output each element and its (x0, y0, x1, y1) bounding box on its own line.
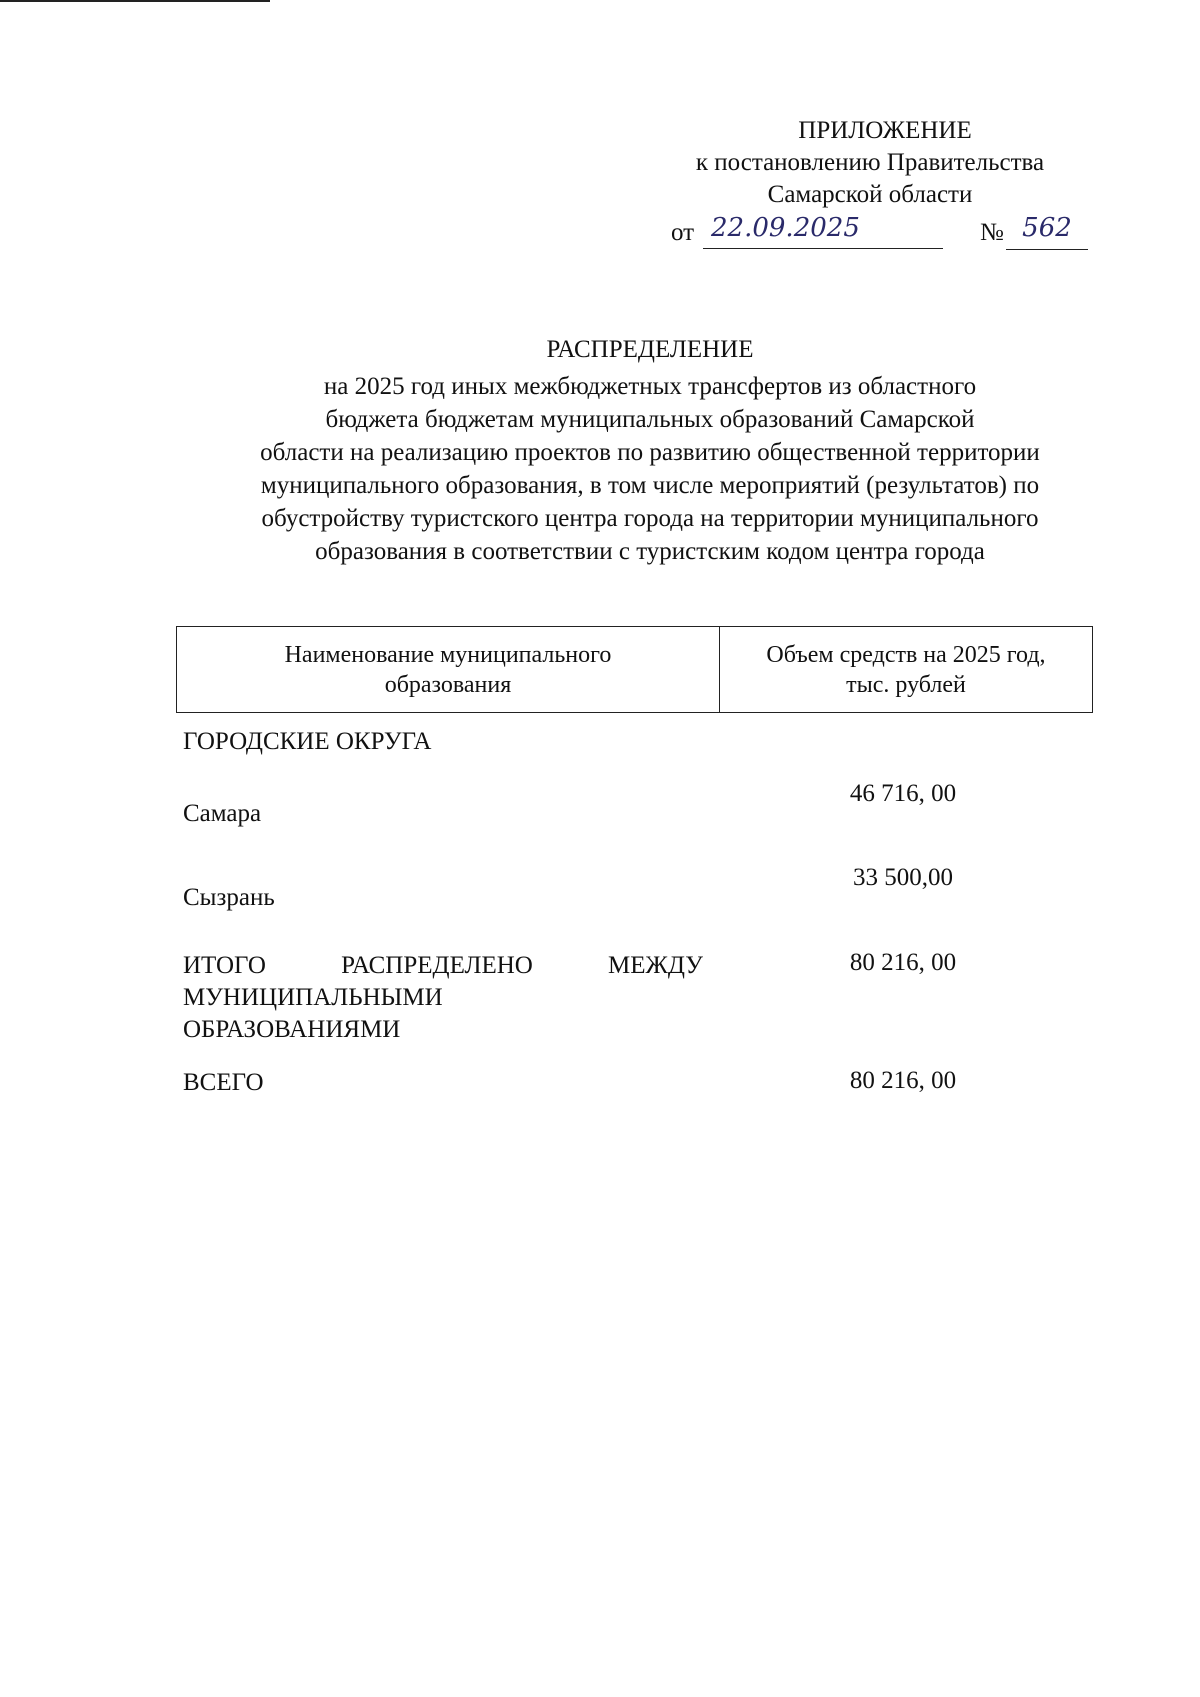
top-edge-line (0, 0, 270, 2)
header-text: Объем средств на 2025 год, (766, 641, 1046, 668)
annex-header (640, 115, 1100, 211)
number-sign: № (980, 219, 1004, 246)
subtotal-line-1 (183, 950, 703, 982)
total-amount: 80 216, 00 (849, 1067, 957, 1094)
subtotal-amount: 80 216, 00 (849, 949, 957, 976)
column-header-municipality (177, 627, 720, 713)
document-subtitle (190, 370, 1110, 568)
subtitle-line: образования в соответствии с туристским кодом центра города (315, 538, 985, 565)
section-heading: ГОРОДСКИЕ ОКРУГА (183, 728, 432, 755)
subtotal-word: МЕЖДУ (608, 952, 703, 979)
subtotal-line-2: МУНИЦИПАЛЬНЫМИ (183, 984, 443, 1011)
annex-title: ПРИЛОЖЕНИЕ (798, 117, 972, 144)
subtitle-line: на 2025 год иных межбюджетных трансфертов из областного (323, 373, 977, 400)
annex-line-1: к постановлению Правительства (695, 149, 1045, 176)
annex-line-2: Самарской области (767, 181, 973, 208)
subtitle-line: области на реализацию проектов по развитию общественной территории (260, 439, 1040, 466)
total-label: ВСЕГО (183, 1069, 264, 1096)
municipality-name: Сызрань (183, 884, 275, 911)
subtitle-line: обустройству туристского центра города на территории муниципального (261, 505, 1039, 532)
municipality-amount: 33 500,00 (853, 864, 953, 891)
handwritten-date: 22.09.2025 (703, 213, 943, 249)
document-title: РАСПРЕДЕЛЕНИЕ (546, 336, 754, 363)
header-text: Наименование муниципального (284, 641, 612, 668)
resolution-date-number (671, 213, 1091, 253)
distribution-table-header (176, 626, 1093, 713)
header-text: образования (384, 671, 512, 698)
subtotal-word: ИТОГО (183, 952, 266, 979)
subtotal-label (183, 950, 703, 1046)
subtotal-word: РАСПРЕДЕЛЕНО (341, 952, 533, 979)
handwritten-number: 562 (1006, 213, 1088, 250)
column-header-amount (720, 627, 1093, 713)
municipality-amount: 46 716, 00 (849, 780, 957, 807)
subtitle-line: муниципального образования, в том числе мероприятий (результатов) по (260, 472, 1040, 499)
date-prefix: от (671, 219, 695, 246)
header-text: тыс. рублей (846, 671, 966, 698)
subtotal-line-3: ОБРАЗОВАНИЯМИ (183, 1016, 401, 1043)
municipality-name: Самара (183, 800, 262, 827)
subtitle-line: бюджета бюджетам муниципальных образований Самарской (325, 406, 975, 433)
